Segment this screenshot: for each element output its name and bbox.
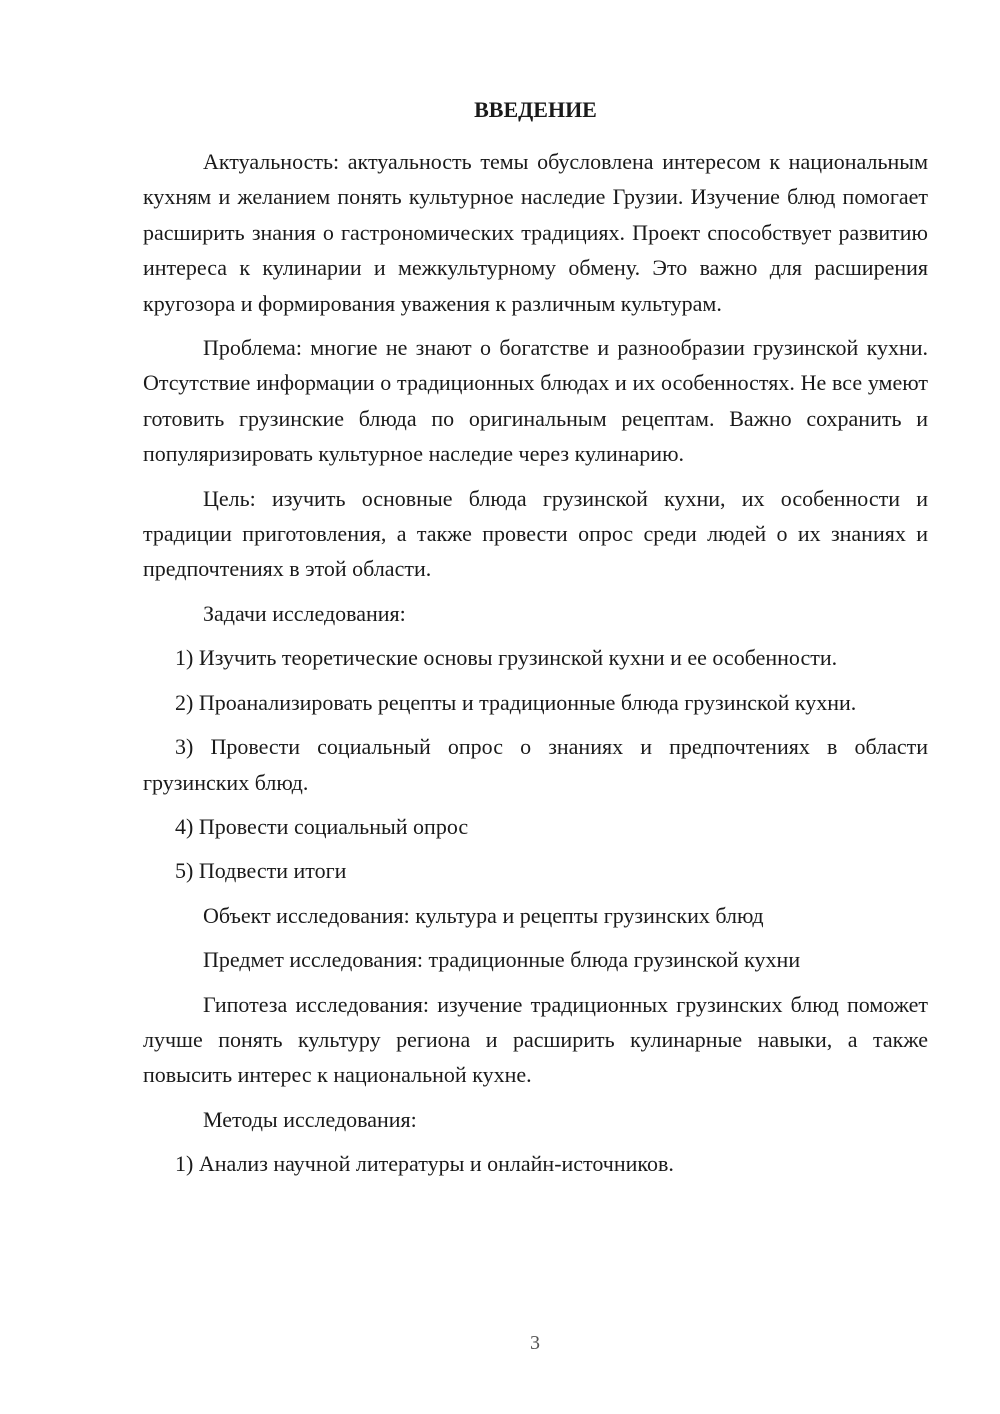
relevance-paragraph: Актуальность: актуальность темы обусловлена интересом к национальным кухням и желанием понять культурное наследие Грузии. Изучение блюд помогает расширить знания о гастрономических традициях. Проект способствует развитию интереса к кулинарии и межкультурному обмену. Это важно для расширения кругозора и формирования уважения к различным культурам. [143,149,928,316]
method-item-1: 1) Анализ научной литературы и онлайн-источников. [175,1151,674,1177]
task-item-4: 4) Провести социальный опрос [175,813,469,839]
tasks-heading: Задачи исследования: [203,600,406,626]
task-item-1: 1) Изучить теоретические основы грузинской кухни и ее особенности. [175,645,838,671]
document-page [143,92,928,1191]
methods-heading: Методы исследования: [203,1106,417,1132]
problem-paragraph: Проблема: многие не знают о богатстве и разнообразии грузинской кухни. Отсутствие информации о традиционных блюдах и их особенностях. Не все умеют готовить грузинские блюда по оригинальным рецептам. Важно сохранить и популяризировать культурное наследие через кулинарию. [143,335,928,467]
section-title: ВВЕДЕНИЕ [474,97,597,122]
goal-paragraph: Цель: изучить основные блюда грузинской кухни, их особенности и традиции приготовления, а также провести опрос среди людей о их знаниях и предпочтениях в этой области. [143,485,928,582]
page-number: 3 [530,1332,540,1354]
task-item-2: 2) Проанализировать рецепты и традиционные блюда грузинской кухни. [175,689,857,715]
research-object: Объект исследования: культура и рецепты грузинских блюд [203,902,764,928]
task-item-5: 5) Подвести итоги [175,858,347,884]
research-subject: Предмет исследования: традиционные блюда грузинской кухни [203,947,801,973]
task-item-3: 3) Провести социальный опрос о знаниях и предпочтениях в области грузинских блюд. [143,734,928,795]
hypothesis-paragraph: Гипотеза исследования: изучение традиционных грузинских блюд поможет лучше понять культуру региона и расширить кулинарные навыки, а также повысить интерес к национальной кухне. [143,991,928,1088]
